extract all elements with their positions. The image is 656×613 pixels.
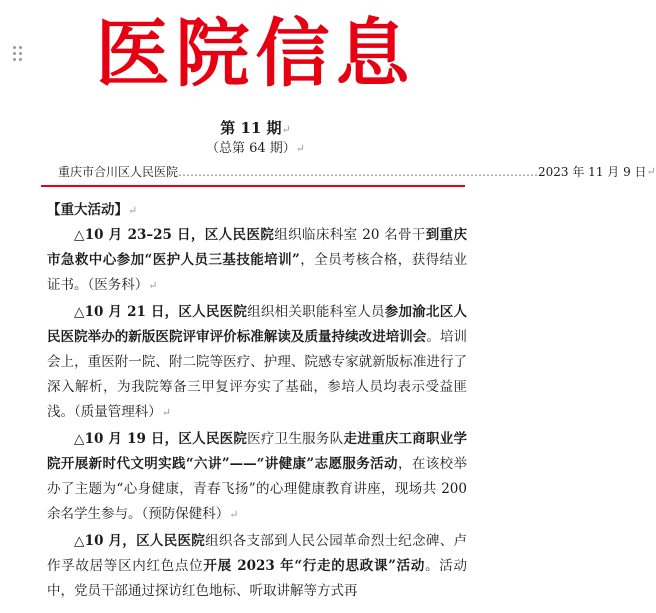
paragraph-mark: ↵ (295, 142, 306, 155)
item-text: 医疗卫生服务队 (247, 431, 344, 447)
item-text: ，全员考核合格，获得结业证书。（医务科） (47, 252, 467, 293)
item-text: 组织相关职能科室人员 (247, 304, 385, 320)
news-item (47, 300, 467, 425)
news-item (47, 529, 467, 604)
source-line (58, 164, 656, 180)
paragraph-mark: ↵ (128, 204, 138, 217)
item-highlight: 到重庆市急救中心参加“医护人员三基技能培训” (47, 227, 468, 268)
section-title (47, 198, 467, 223)
masthead-title: 医院信息 (95, 11, 416, 97)
item-text: 组织临床科室 20 名骨干 (274, 227, 426, 243)
item-text: 。活动中，党员干部通过探访红色地标、听取讲解等方式再 (47, 558, 468, 599)
document-body (47, 198, 467, 606)
paragraph-mark: ↵ (646, 165, 656, 178)
issue-number-text: 第 11 期 (220, 119, 282, 137)
source-org: 重庆市合川区人民医院 (58, 165, 179, 179)
item-text: 组织各支部到人民公园革命烈士纪念碑、卢作孚故居等区内红色点位 (47, 533, 467, 574)
item-highlight: 走进重庆工商职业学院开展新时代文明实践“六讲”——“讲健康”志愿服务活动 (47, 431, 468, 472)
item-lead: △10 月 19 日，区人民医院 (74, 431, 248, 447)
item-text: 。培训会上，重医附一院、附二院等医疗、护理、院感专家就新版标准进行了深入解析，为我院筹备三甲复评夯实了基础，参培人员均表示受益匪浅。（质量管理科） (47, 329, 468, 420)
paragraph-mark: ↵ (281, 123, 291, 136)
issue-total-text: （总第 64 期） (205, 141, 296, 156)
news-item (47, 427, 467, 527)
source-leader-dots: ……………………………………………………………………………… (178, 165, 539, 179)
paragraph-mark: ↵ (229, 508, 239, 521)
issue-number (0, 118, 511, 140)
section-title-text: 【重大活动】 (47, 202, 128, 218)
issue-total (0, 140, 511, 158)
source-date: 2023 年 11 月 9 日 (538, 165, 647, 179)
item-lead: △10 月 21 日，区人民医院 (74, 304, 248, 320)
item-text: ，在该校举办了主题为“心身健康，青春飞扬”的心理健康教育讲座，现场共 200 余名学生参与。（预防保健科） (47, 456, 467, 522)
news-item (47, 223, 467, 298)
item-highlight: 参加渝北区人民医院举办的新版医院评审评价标准解读及质量持续改进培训会 (47, 304, 468, 345)
item-lead: △10 月，区人民医院 (74, 533, 206, 549)
paragraph-mark: ↵ (148, 279, 158, 292)
item-lead: △10 月 23–25 日，区人民医院 (74, 227, 275, 243)
paragraph-mark: ↵ (161, 406, 171, 419)
item-highlight: 开展 2023 年“行走的思政课”活动 (203, 558, 426, 574)
red-divider (41, 185, 465, 187)
